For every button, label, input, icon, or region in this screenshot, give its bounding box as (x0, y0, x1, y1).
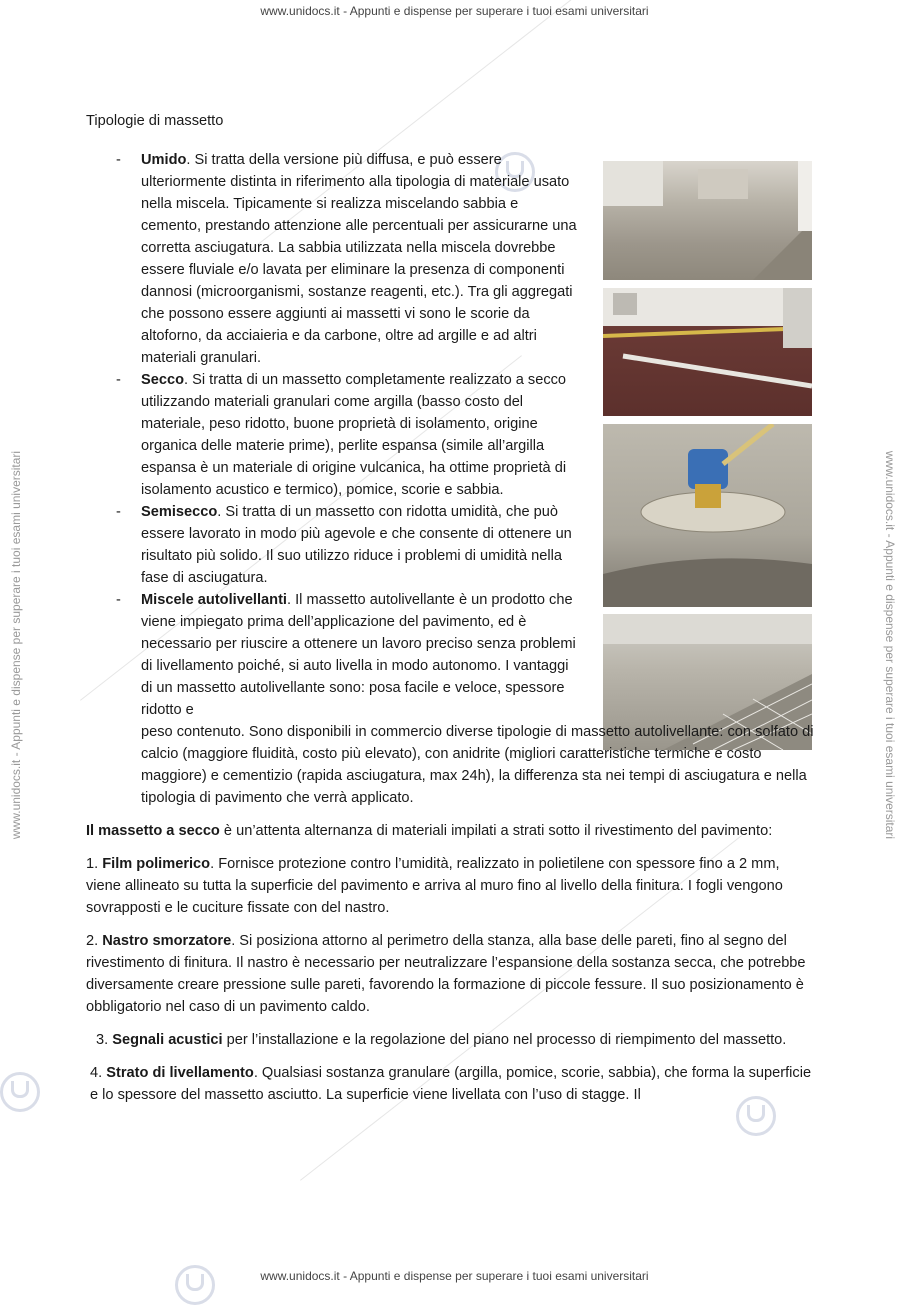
item-term: Secco (141, 372, 184, 388)
item-text: . Si tratta di un massetto completamente realizzato a secco utilizzando materiali granulari come argilla (basso costo del materiale, peso ridotto, buone proprietà di isolamento, origine organica delle materie prime), perlite espansa (simile all’argilla espansa è un materiale di origine vulcanica, ha ottime proprietà di isolamento acustico e termico), pomice, scorie e sabbia. (141, 372, 567, 498)
item-text: . Si tratta di un massetto con ridotta umidità, che può essere lavorato in modo più agevole e che consente di ottenere un risultato più solido. Il suo utilizzo riduce i problemi di umidità nella fase di asciugatura. (141, 504, 572, 586)
list-dash: - (116, 592, 121, 608)
layer-text: per l’installazione e la regolazione del piano nel processo di riempimento del massetto. (222, 1032, 787, 1048)
item-text: . Si tratta della versione più diffusa, e può essere ulteriormente distinta in riferimento alla tipologia di materiale usato nella miscela. Tipicamente si realizza miscelando sabbia e cemento, prestando attenzione alle percentuali per assicurarne una corretta asciugatura. La sabbia utilizzata nella miscela dovrebbe essere fluviale e/o lavata per eliminare la presenza di componenti dannosi (microorganismi, sostanze reagenti, etc.). Tra gli aggregati che possono essere aggiunti ai massetti vi sono le scorie da altoforno, da acciaieria e da carbone, oltre ad argille e ad altri materiali granulari. (141, 152, 577, 366)
layer-paragraph (86, 1029, 818, 1051)
layer-term: Strato di livellamento (106, 1065, 254, 1081)
layer-num: 1. (86, 856, 103, 872)
item-term: Umido (141, 152, 187, 168)
list-item (86, 149, 577, 369)
watermark-logo-icon (0, 1072, 40, 1112)
layer-text: . Fornisce protezione contro l’umidità, realizzato in polietilene con spessore fino a 2 mm, viene allineato su tutta la superficie del pavimento e arriva al muro fino al livello della finitura. I fogli vengono sovrapposti e le cuciture fissate con del nastro. (86, 856, 783, 916)
layer-term: Film polimerico (102, 856, 211, 872)
item-term: Semisecco (141, 504, 218, 520)
layer-paragraph (86, 853, 818, 919)
layer-term: Segnali acustici (112, 1032, 223, 1048)
layer-paragraph (86, 1062, 818, 1106)
layer-num: 3. (96, 1032, 113, 1048)
layer-text: . Qualsiasi sostanza granulare (argilla, pomice, scorie, sabbia), che forma la superficie e lo spessore del massetto asciutto. La superficie viene livellata con l’uso di stagge. Il (90, 1065, 812, 1103)
layer-num: 2. (86, 933, 103, 949)
list-item (86, 589, 577, 721)
list-dash: - (116, 372, 121, 388)
item-text: . Il massetto autolivellante è un prodotto che viene impiegato prima dell’applicazione del pavimento, ed è necessario per riuscire a ottenere un lavoro preciso senza problemi di livellamento poiché, si auto livella in modo autonomo. I vantaggi di un massetto autolivellante sono: posa facile e veloce, spessore ridotto e (141, 592, 576, 718)
list-dash: - (116, 152, 121, 168)
layer-term: Nastro smorzatore (102, 933, 232, 949)
intro-text: è un’attenta alternanza di materiali impilati a strati sotto il rivestimento del pavimento: (219, 823, 773, 839)
intro-paragraph (86, 820, 818, 842)
section-title: Tipologie di massetto (86, 113, 224, 129)
list-item-continuation (86, 721, 818, 809)
list-item (86, 369, 577, 501)
document-body (86, 110, 818, 1117)
item-text-continued: peso contenuto. Sono disponibili in commercio diverse tipologie di massetto autolivellante: con solfato di calcio (maggiore fluidità, costo più elevato), con anidrite (migliori caratteristiche termiche e costo maggiore) e cementizio (rapida asciugatura, max 24h), la differenza sta nei tempi di asciugatura e nella tipologia di pavimento che verrà applicato. (141, 724, 814, 806)
list-item (86, 501, 577, 589)
footer-watermark: www.unidocs.it - Appunti e dispense per superare i tuoi esami universitari (260, 1269, 649, 1283)
layer-num: 4. (90, 1065, 107, 1081)
list-dash: - (116, 504, 121, 520)
intro-bold: Il massetto a secco (86, 823, 220, 839)
layer-text: . Si posiziona attorno al perimetro della stanza, alla base delle pareti, fino al segno del rivestimento di finitura. Il nastro è necessario per neutralizzare l’espansione della sostanza secca, che potrebbe diversamente creare pressione sulle pareti, favorendo la formazione di piccole fessure. Il suo posizionamento è obbligatorio nel caso di un pavimento caldo. (86, 933, 806, 1015)
screed-types-list (86, 149, 818, 809)
header-watermark: www.unidocs.it - Appunti e dispense per superare i tuoi esami universitari (260, 4, 649, 18)
item-term: Miscele autolivellanti (141, 592, 287, 608)
layer-paragraph (86, 930, 818, 1018)
